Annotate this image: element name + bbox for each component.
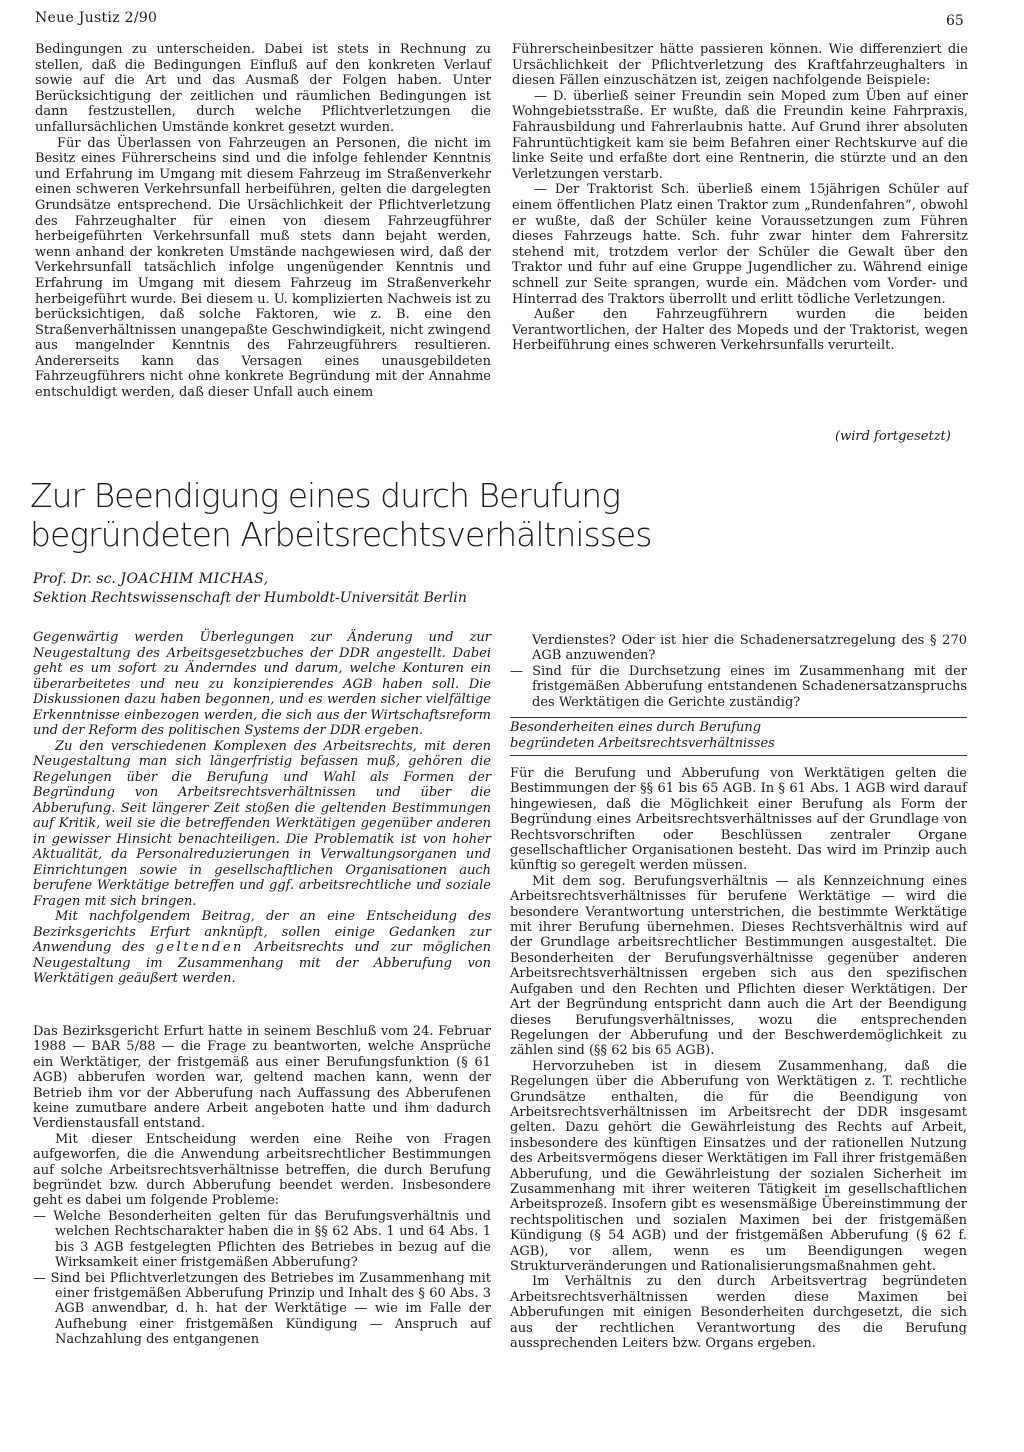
paragraph: Für das Überlassen von Fahrzeugen an Personen, die nicht im Besitz eines Führerscheins sind und die infolge fehlender Kenntnis und Erfahrung im Umgang mit diesem Fahrzeug im Straßenverkehr einen schweren Verkehrsunfall herbeiführen, gelten die dargelegten Grundsätze entsprechend. Die Ursächlichkeit der Pflichtverletzung des Fahrzeughalter für einen von diesem Fahrzeugführer herbeigeführten Verkehrsunfall muß stets dann bejaht werden, wenn anhand der konkreten Umstände nachgewiesen wird, daß der Verkehrsunfall tatsächlich infolge ungenügender Kenntnis und Erfahrung im Umgang mit diesem Fahrzeug im Straßenverkehr herbeigeführt wurde. Bei diesem u. U. komplizierten Nachweis ist zu berücksichtigen, daß solche Faktoren, wie z. B. eine den Straßenverhältnissen unangepaßte Geschwindigkeit, nicht zwingend aus mangelnder Kenntnis des Fahrzeugführers resultieren. Andererseits kann das Versagen eines unausgebildeten Fahrzeugführers nicht ohne konkrete Begründung mit der Annahme entschuldigt werden, daß dieser Unfall auch einem (35, 135, 491, 401)
paragraph: Führerscheinbesitzer hätte passieren können. Wie differenziert die Ursächlichkeit der Pflichtverletzung des Kraftfahrzeughalters in diesen Fällen einzuschätzen ist, zeigen nachfolgende Beispiele: (512, 42, 968, 89)
abstract-paragraph (33, 909, 491, 987)
question-2: — Sind bei Pflichtverletzungen des Betriebes im Zusammenhang mit einer fristgemäßen Abberufung Prinzip und Inhalt des § 60 Abs. 3 AGB anwendbar, d. h. hat der Werktätige — wie im Falle der Aufhebung einer fristgemäßen Kündigung — Anspruch auf Nachzahlung des entgangenen (33, 1270, 491, 1348)
top-left-column (35, 42, 491, 401)
journal-header: Neue Justiz 2/90 (35, 10, 158, 26)
question-1: — Welche Besonderheiten gelten für das Berufungsverhältnis und welchen Rechtscharakter haben die in §§ 62 Abs. 1 und 64 Abs. 1 bis 3 AGB festgelegten Pflichten des Betriebes in bezug auf die Wirksamkeit einer fristgemäßen Abberufung? (33, 1208, 491, 1271)
paragraph: Mit dem sog. Berufungsverhältnis — als Kennzeichnung eines Arbeitsrechtsverhältnisses für berufene Werktätige — wird die besondere Verantwortung unterstrichen, die bestimmte Werktätige mit ihrer Berufung übernehmen. Dieses Rechtsverhältnis wird auf der Grundlage arbeitsrechtlicher Bestimmungen ausgestaltet. Die Besonderheiten der Berufungsverhältnisse gegenüber anderen Arbeitsrechtsverhältnissen ergeben sich aus den spezifischen Aufgaben und den Rechten und Pflichten dieser Werktätigen. Der Art der Begründung entspricht dann auch die Art der Beendigung dieses Berufungsverhältnisses, wozu die entsprechenden Regelungen der Abberufung und der Beschwerdemöglichkeit zu zählen sind (§§ 62 bis 65 AGB). (510, 873, 967, 1059)
title-line-2: begründeten Arbeitsrechtsverhältnisses (30, 515, 652, 554)
example-2: — Der Traktorist Sch. überließ einem 15jährigen Schüler auf einem öffentlichen Platz einen Traktor zum „Rundenfahren“, obwohl er wußte, daß der Schüler keine Voraussetzungen zum Führen dieses Fahrzeugs hatte. Sch. fuhr zwar hinter dem Fahrersitz stehend mit, trotzdem verlor der Schüler die Gewalt über den Traktor und fuhr auf eine Gruppe Jugendlicher zu. Während einige schnell zur Seite sprangen, wurde ein. Mädchen vom Vorder- und Hinterrad des Traktors überrollt und erlitt tödliche Verletzungen. (512, 182, 968, 307)
paragraph: Im Verhältnis zu den durch Arbeitsvertrag begründeten Arbeitsrechtsverhältnissen werden diese Maximen bei Abberufungen mit einigen Besonderheiten durchgesetzt, die sich aus der rechtlichen Verantwortung des die Berufung aussprechenden Leiters bzw. Organs ergeben. (510, 1274, 967, 1352)
continued-note: (wird fortgesetzt) (835, 429, 951, 444)
abstract-paragraph: Zu den verschiedenen Komplexen des Arbeitsrechts, mit deren Neugestaltung man sich längerfristig befassen muß, gehören die Regelungen über die Berufung und Wahl als Formen der Begründung von Arbeitsrechtsverhältnissen und über die Abberufung. Seit längerer Zeit stoßen die geltenden Bestimmungen auf Kritik, weil sie die betreffenden Werktätigen gegenüber anderen in gewisser Hinsicht benachteiligen. Die Problematik ist von hoher Aktualität, da Personalreduzierungen in Verwaltungsorganen und Einrichtungen sowie in gesellschaftlichen Organisationen auch berufene Werktätige betreffen und ggf. arbeitsrechtliche und soziale Fragen mit sich bringen. (33, 738, 491, 909)
author-block (33, 570, 467, 608)
title-line-1: Zur Beendigung eines durch Berufung (30, 476, 621, 515)
top-right-column (512, 42, 968, 354)
author-affiliation: Sektion Rechtswissenschaft der Humboldt-Universität Berlin (33, 590, 467, 606)
paragraph: Bedingungen zu unterscheiden. Dabei ist stets in Rechnung zu stellen, daß die Bedingungen Einfluß auf den konkreten Verlauf sowie auf die Art und das Ausmaß der Folgen haben. Unter Berücksichtigung der zeitlichen und räumlichen Bedingungen ist dann festzustellen, durch welche Pflichtverletzungen die unfallursächlichen Umstände konkret gesetzt wurden. (35, 42, 491, 135)
author-name: JOACHIM MICHAS, (120, 571, 269, 587)
paragraph: Außer den Fahrzeugführern wurden die beiden Verantwortlichen, der Halter des Mopeds und der Traktorist, wegen Herbeiführung eines schweren Verkehrsunfalls verurteilt. (512, 307, 968, 354)
paragraph: Für die Berufung und Abberufung von Werktätigen gelten die Bestimmungen der §§ 61 bis 65 AGB. In § 61 Abs. 1 AGB wird darauf hingewiesen, daß die Möglichkeit einer Berufung als Form der Begründung eines Arbeitsrechtsverhältnisses auf der Grundlage von Rechtsvorschriften oder Beschlüssen zentraler Organe gesellschaftlicher Organisationen besteht. Das wird im Prinzip auch künftig so geregelt werden müssen. (510, 766, 967, 874)
paragraph: Das Bezirksgericht Erfurt hatte in seinem Beschluß vom 24. Februar 1988 — BAR 5/88 — die Frage zu beantworten, welche Ansprüche ein Werktätiger, der fristgemäß aus einer Berufungsfunktion (§ 61 AGB) abberufen worden war, geltend machen kann, wenn der Betrieb ihm vor der Abberufung nach Auffassung des Abberufenen keine zumutbare andere Arbeit angeboten hatte und ihm dadurch Verdienstausfall entstand. (33, 1024, 491, 1132)
emphasized-word: geltenden (155, 940, 244, 955)
abstract-text: Arbeitsrechts und zur möglichen Neugestaltung im Zusammenhang mit der Abberufung von Werktätigen geäußert werden. (33, 940, 491, 986)
question-3: — Sind für die Durchsetzung eines im Zusammenhang mit der fristgemäßen Abberufung entstandenen Schadenersatzanspruchs des Werktätigen die Gerichte zuständig? (510, 663, 967, 710)
paragraph: Mit dieser Entscheidung werden eine Reihe von Fragen aufgeworfen, die die Anwendung arbeitsrechtlicher Bestimmungen auf solche Arbeitsrechtsverhältnisse betreffen, die durch Berufung begründet bzw. durch Abberufung beendet werden. Insbesondere geht es dabei um folgende Probleme: (33, 1131, 491, 1209)
paragraph: Hervorzuheben ist in diesem Zusammenhang, daß die Regelungen über die Abberufung von Werktätigen z. T. rechtliche Grundsätze enthalten, die für die Beendigung von Arbeitsrechtsverhältnissen im Arbeitsrecht der DDR insgesamt gelten. Dazu gehört die Gewährleistung des Rechts auf Arbeit, insbesondere des künftigen Einsatzes und der rationellen Nutzung des Arbeitsvermögens dieser Werktätigen im Fall ihrer fristgemäßen Abberufung, und die Gewährleistung der sozialen Sicherheit im Zusammenhang mit ihrer weiteren Tätigkeit im gesellschaftlichen Arbeitsprozeß. Insofern gibt es wesensmäßige Übereinstimmung der rechtspolitischen und sozialen Maximen bei der fristgemäßen Kündigung (§ 54 AGB) und der fristgemäßen Abberufung (§ 62 f. AGB), vor allem, wenn es um Beendigungen wegen Strukturveränderungen und Rationalisierungsmaßnahmen geht. (510, 1058, 967, 1274)
page-number: 65 (946, 13, 964, 29)
example-1: — D. überließ seiner Freundin sein Moped zum Üben auf einer Wohngebietsstraße. Er wußte, daß die Freundin keine Fahrpraxis, Fahrausbildung und Fahrerlaubnis hatte. Auf Grund ihrer absoluten Fahruntüchtigkeit kam sie beim Befahren einer Rechtskurve auf die linke Seite und erfaßte dort eine Rentnerin, die stürzte und an den Verletzungen verstarb. (512, 88, 968, 182)
body-right-column (510, 766, 967, 1351)
article-title (30, 476, 652, 554)
abstract-paragraph: Gegenwärtig werden Überlegungen zur Änderung und zur Neugestaltung des Arbeitsgesetzbuches der DDR angestellt. Dabei geht es um sofort zu Änderndes und darum, welche Konturen ein überarbeitetes und neu zu konzipierendes AGB haben soll. Die Diskussionen dazu haben begonnen, und es werden sicher vielfältige Erkenntnisse einbezogen werden, die sich aus der Wirtschaftsreform und der Reform des politischen Systems der DDR ergeben. (33, 630, 491, 738)
abstract (33, 630, 491, 987)
author-prefix: Prof. Dr. sc. (33, 571, 116, 587)
body-right-top (510, 633, 967, 710)
body-left-column (33, 1024, 491, 1348)
abstract-text: Mit nachfolgendem Beitrag, der an eine Entscheidung des Bezirksgerichts Erfurt anknüpft, sollen einige Gedanken zur Anwendung des (33, 909, 491, 955)
section-heading-line-2: begründeten Arbeitsrechtsverhältnisses (510, 736, 775, 751)
section-heading (510, 717, 967, 756)
question-2-continued: Verdienstes? Oder ist hier die Schadenersatzregelung des § 270 AGB anzuwenden? (532, 633, 967, 664)
section-heading-line-1: Besonderheiten eines durch Berufung (510, 720, 762, 735)
